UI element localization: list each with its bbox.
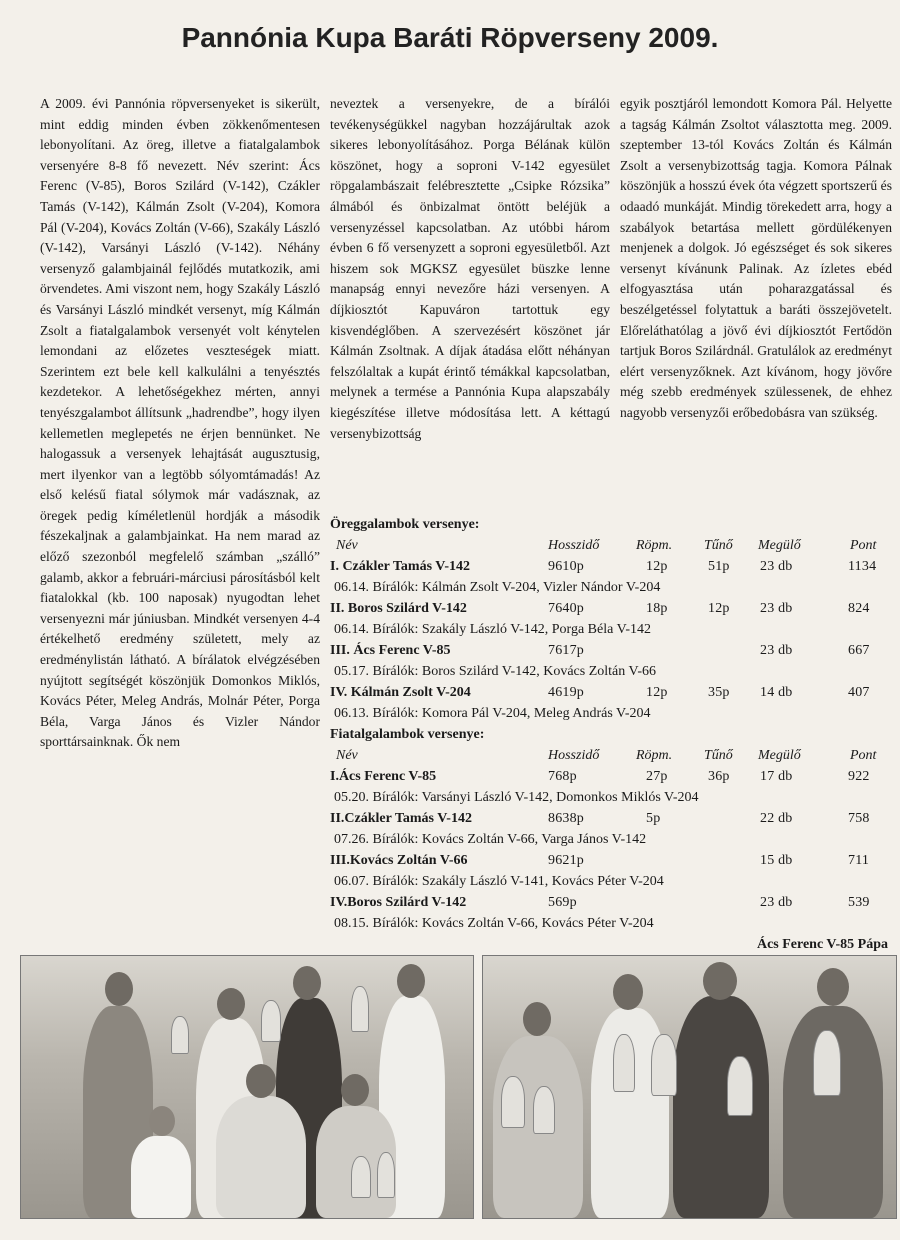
results-header bbox=[330, 535, 890, 556]
table-row bbox=[330, 556, 890, 577]
entry-judges: 06.14. Bírálók: Szakály László V-142, Porga Béla V-142 bbox=[334, 622, 652, 637]
entry-judges: 06.14. Bírálók: Kálmán Zsolt V-204, Vizler Nándor V-204 bbox=[334, 580, 661, 595]
entry-remaining: 23 db bbox=[760, 559, 793, 574]
table-row bbox=[330, 808, 890, 829]
column-1-text: A 2009. évi Pannónia röpversenyeket is sikerült, mint eddig minden évben zökkenőmentesen lebonyolítani. Az öreg, illetve a fiatalgalambok versenyére 8-8 fő nevezett. Név szerint: Ács Ferenc (V-85), Boros Szilárd (V-142), Czákler Tamás (V-142), Kálmán Zsolt (V-204), Komora Pál (V-204), Kovács Zoltán (V-66), Szakály László (V-142), Varsányi László (V-142). Néhány versenyző galambjainál fejlődés mutatkozik, ami örvendetes. Ami viszont nem, hogy Szakály László és Varsányi László mindkét versenyt, míg Kálmán Zsolt a fiatalgalambok versenyét volt kénytelen lemondani az előzetes veszteségek miatt. Szerintem ezt bele kell kalkulálni a tenyésztés kezdetekor. A lehetőségekhez mérten, annyi tenyészgalambot állítsunk „hadrendbe”, hogy ilyen kellemetlen meglepetés ne érjen bennünket. Ne halogassuk a versenyek lehajtását augusztusig, mert ilyenkor van a legtöbb sólyomtámadás! Az első kelésű fiatal sólymok már vadásznak, az öregek pedig kíméletlenül hordják a második fészekaljnak a galambjainkat. Ha nem marad az előző szezonból megfelelő számban „szálló” galamb, akkor a februári-márciusi párosításból kelt fiatalokkal (kb. 100 naposak) nyugodtan lehet versenyezni már júniusban. Mindkét versenyen 4-4 értékelhető eredmény született, mely az eredménylistán látható. A bírálatok elvégzésében nyújtott segítségét köszönjük Domonkos Miklós, Kovács Péter, Meleg András, Molnár Péter, Porga Béla, Varga János és Vizler Nándor sporttársainknak. Ők nem bbox=[40, 96, 320, 750]
trophy-icon bbox=[351, 986, 369, 1032]
entry-flight: 18p bbox=[646, 601, 668, 616]
header-flight: Röpm. bbox=[636, 748, 673, 763]
entry-time: 569p bbox=[548, 895, 577, 910]
entry-judges: 05.20. Bírálók: Varsányi László V-142, Domonkos Miklós V-204 bbox=[334, 790, 699, 805]
person-head bbox=[149, 1106, 175, 1136]
header-points: Pont bbox=[850, 538, 877, 553]
column-3-text: egyik posztjáról lemondott Komora Pál. Helyette a tagság Kálmán Zsoltot választotta meg. 2009. szeptember 13-tól Kovács Zoltán és Kálmán Zsolt a versenybizottság tagja. Komora Pálnak köszönjük a hosszú évek óta végzett sportszerű és odaadó munkáját. Mindig törekedett arra, hogy a szabályok betartása mellett gördülékenyen menjenek a dolgok. Jó egészséget és sok sikeres versenyt kívánunk Palinak. Az ízletes ebéd elfogyasztása után poharazgatással és beszélgetéssel folytattuk a baráti összejövetelt. Előreláthatólag a jövő évi díjkiosztót Fertődön tartjuk Boros Szilárdnál. Gratulálok az eredményt elért versenyzőknek. Azt kívánom, hogy jövőre még szebb eredmények szülessenek, de ehhez nagyobb versenyzői erőbedobásra van szükség. bbox=[620, 96, 892, 420]
person-head bbox=[613, 974, 643, 1010]
entry-name: I.Ács Ferenc V-85 bbox=[330, 769, 437, 784]
results-header bbox=[330, 745, 890, 766]
table-row bbox=[330, 892, 890, 913]
table-row bbox=[330, 598, 890, 619]
trophy-icon bbox=[651, 1034, 677, 1096]
entry-time: 8638p bbox=[548, 811, 584, 826]
person-figure bbox=[216, 1096, 306, 1218]
entry-points: 539 bbox=[848, 895, 870, 910]
person-head bbox=[341, 1074, 369, 1106]
person-head bbox=[817, 968, 849, 1006]
entry-time: 9621p bbox=[548, 853, 584, 868]
column-2-text: neveztek a versenyekre, de a bírálói tevékenységükkel nagyban hozzájárultak azok sikeres lebonyolításához. Porga Bélának külön köszönet, hogy a soproni V-142 egyesület röpgalambászait felébresztette „Csipke Rózsika” álmából és önbizalmat öntött beléjük a versenyzéssel kapcsolatban. Az utóbbi három évben 6 fő versenyzett a soproni egyesületből. Azt hiszem sok MGKSZ egyesület büszke lenne manapság ennyi nevezőre házi versenyen. A díjkiosztót Kapuváron tartottuk egy kisvendéglőben. A szervezésért köszönet jár Kálmán Zsoltnak. A díjak átadása előtt néhányan felszólaltak a kupát érintő témákkal kapcsolatban, melynek a termése a Pannónia Kupa alapszabály kiegészítése illetve módosítása lett. A kéttagú versenybizottság bbox=[330, 96, 610, 441]
entry-judges: 06.13. Bírálók: Komora Pál V-204, Meleg András V-204 bbox=[334, 706, 651, 721]
entry-time: 4619p bbox=[548, 685, 584, 700]
trophy-icon bbox=[613, 1034, 635, 1092]
header-remaining: Megülő bbox=[758, 538, 801, 553]
entry-remaining: 23 db bbox=[760, 601, 793, 616]
person-figure bbox=[673, 996, 769, 1218]
header-name: Név bbox=[336, 538, 358, 553]
table-row bbox=[330, 640, 890, 661]
entry-remaining: 17 db bbox=[760, 769, 793, 784]
person-head bbox=[293, 966, 321, 1000]
entry-remaining: 23 db bbox=[760, 643, 793, 658]
entry-points: 1134 bbox=[848, 559, 877, 574]
person-head bbox=[105, 972, 133, 1006]
results-table bbox=[330, 514, 890, 955]
header-points: Pont bbox=[850, 748, 877, 763]
entry-flight: 27p bbox=[646, 769, 668, 784]
entry-vanish: 12p bbox=[708, 601, 730, 616]
table-row bbox=[330, 682, 890, 703]
trophy-icon bbox=[813, 1030, 841, 1096]
entry-flight: 12p bbox=[646, 685, 668, 700]
trophy-icon bbox=[533, 1086, 555, 1134]
entry-name: III. Ács Ferenc V-85 bbox=[330, 643, 451, 658]
person-head bbox=[217, 988, 245, 1020]
person-head bbox=[703, 962, 737, 1000]
entry-name: IV. Kálmán Zsolt V-204 bbox=[330, 685, 471, 700]
header-vanish: Tűnő bbox=[704, 748, 733, 763]
entry-name: I. Czákler Tamás V-142 bbox=[330, 559, 471, 574]
column-1 bbox=[40, 94, 320, 753]
entry-remaining: 15 db bbox=[760, 853, 793, 868]
entry-points: 407 bbox=[848, 685, 870, 700]
person-head bbox=[246, 1064, 276, 1098]
column-3 bbox=[620, 94, 892, 424]
entry-time: 768p bbox=[548, 769, 577, 784]
person-head bbox=[397, 964, 425, 998]
entry-judges: 06.07. Bírálók: Szakály László V-141, Kovács Péter V-204 bbox=[334, 874, 664, 889]
entry-judges: 08.15. Bírálók: Kovács Zoltán V-66, Kovács Péter V-204 bbox=[334, 916, 654, 931]
entry-judges: 05.17. Bírálók: Boros Szilárd V-142, Kovács Zoltán V-66 bbox=[334, 664, 656, 679]
header-vanish: Tűnő bbox=[704, 538, 733, 553]
entry-judges: 07.26. Bírálók: Kovács Zoltán V-66, Varga János V-142 bbox=[334, 832, 647, 847]
entry-vanish: 51p bbox=[708, 559, 730, 574]
entry-vanish: 36p bbox=[708, 769, 730, 784]
entry-remaining: 23 db bbox=[760, 895, 793, 910]
group-photo bbox=[20, 955, 474, 1219]
trophy-icon bbox=[261, 1000, 281, 1042]
person-figure bbox=[131, 1136, 191, 1218]
entry-remaining: 14 db bbox=[760, 685, 793, 700]
trophy-icon bbox=[501, 1076, 525, 1128]
author-signature: Ács Ferenc V-85 Pápa bbox=[756, 937, 888, 952]
entry-name: IV.Boros Szilárd V-142 bbox=[330, 895, 467, 910]
header-remaining: Megülő bbox=[758, 748, 801, 763]
entry-flight: 12p bbox=[646, 559, 668, 574]
entry-points: 758 bbox=[848, 811, 870, 826]
header-time: Hosszidő bbox=[548, 748, 600, 763]
entry-points: 711 bbox=[848, 853, 870, 868]
entry-time: 9610p bbox=[548, 559, 584, 574]
section-title-young: Fiatalgalambok versenye: bbox=[330, 727, 485, 742]
entry-time: 7617p bbox=[548, 643, 584, 658]
column-2 bbox=[330, 94, 610, 444]
table-row bbox=[330, 850, 890, 871]
entry-remaining: 22 db bbox=[760, 811, 793, 826]
trophy-icon bbox=[351, 1156, 371, 1198]
entry-points: 922 bbox=[848, 769, 870, 784]
winners-photo bbox=[482, 955, 897, 1219]
entry-vanish: 35p bbox=[708, 685, 730, 700]
entry-name: II. Boros Szilárd V-142 bbox=[330, 601, 467, 616]
trophy-icon bbox=[171, 1016, 189, 1054]
section-title-old: Öreggalambok versenye: bbox=[330, 517, 480, 532]
entry-flight: 5p bbox=[646, 811, 661, 826]
person-head bbox=[523, 1002, 551, 1036]
table-row bbox=[330, 766, 890, 787]
entry-time: 7640p bbox=[548, 601, 584, 616]
entry-name: II.Czákler Tamás V-142 bbox=[330, 811, 472, 826]
article-title: Pannónia Kupa Baráti Röpverseny 2009. bbox=[181, 22, 719, 53]
entry-points: 667 bbox=[848, 643, 870, 658]
entry-name: III.Kovács Zoltán V-66 bbox=[330, 853, 468, 868]
header-time: Hosszidő bbox=[548, 538, 600, 553]
header-name: Név bbox=[336, 748, 358, 763]
trophy-icon bbox=[727, 1056, 753, 1116]
entry-points: 824 bbox=[848, 601, 870, 616]
trophy-icon bbox=[377, 1152, 395, 1198]
header-flight: Röpm. bbox=[636, 538, 673, 553]
